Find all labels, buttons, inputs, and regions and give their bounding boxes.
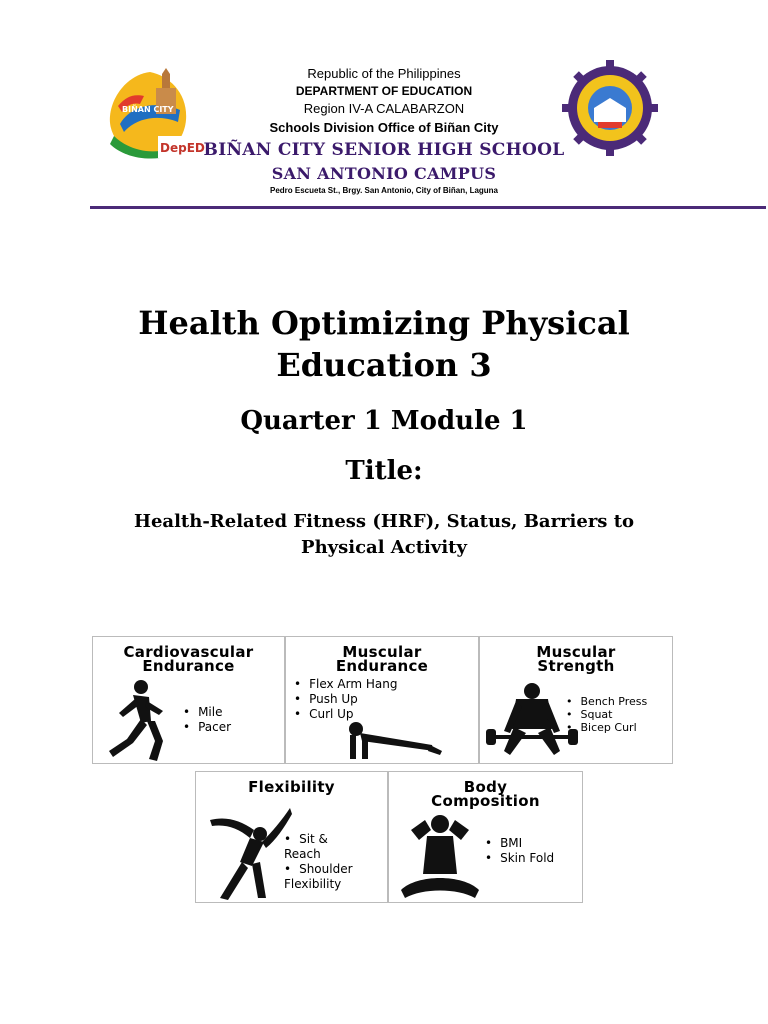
title-label: Title: [345, 456, 423, 486]
module-topic [0, 509, 768, 561]
panel-heading-line2: Strength [537, 657, 615, 675]
list-item: • Mile [183, 705, 231, 720]
module-topic-line1: Health-Related Fitness (HRF), Status, Barriers to [133, 511, 635, 532]
school-name: BIÑAN CITY SENIOR HIGH SCHOOL [203, 140, 565, 160]
panel-cardiovascular-endurance [92, 636, 285, 764]
deped-logo-text: DepED [160, 141, 205, 155]
panel-heading-line1: Cardiovascular [123, 643, 254, 661]
division-line: Schools Division Office of Biñan City [269, 120, 499, 135]
panel-heading-line1: Flexibility [248, 778, 335, 796]
school-address: Pedro Escueta St., Brgy. San Antonio, City of Biñan, Laguna [269, 186, 499, 195]
quarter-module: Quarter 1 Module 1 [240, 406, 528, 436]
panel-heading-line1: Muscular [536, 643, 616, 661]
list-item: • Skin Fold [485, 851, 554, 866]
runner-icon [97, 679, 177, 763]
panel-flexibility [195, 771, 388, 903]
list-item: • Shoulder Flexibility [284, 862, 364, 892]
panel-heading-line2: Endurance [335, 657, 429, 675]
school-seal-text: Biñan City Senior High School San Antonio Campus [610, 106, 634, 107]
panel-muscular-endurance [285, 636, 479, 764]
list-item: • Bench Press [566, 695, 647, 708]
region-line: Region IV-A CALABARZON [303, 101, 465, 116]
subject-title-line2: Education 3 [276, 346, 492, 384]
pushup-icon [336, 719, 446, 761]
panel-heading-line1: Body [463, 778, 508, 796]
biñan-city-logo-text: BIÑAN CITY [122, 105, 174, 114]
panel-heading-line2: Endurance [142, 657, 235, 675]
panel-muscular-strength [479, 636, 673, 764]
module-topic-line2: Physical Activity [301, 537, 467, 558]
list-item: • BMI [485, 836, 554, 851]
list-item: • Flex Arm Hang [294, 677, 397, 692]
department-line: DEPARTMENT OF EDUCATION [295, 84, 473, 98]
list-item: • Push Up [294, 692, 397, 707]
seated-figure-icon [397, 810, 483, 902]
list-item: • Sit & Reach [284, 832, 364, 862]
list-item: • Squat [566, 708, 647, 721]
panel-heading-line2: Composition [431, 792, 540, 810]
subject-title-line1: Health Optimizing Physical [138, 304, 630, 342]
weightlifter-icon [486, 681, 578, 763]
list-item: • Pacer [183, 720, 231, 735]
stretch-icon [200, 802, 292, 902]
header-divider [90, 206, 766, 209]
subject-title [0, 302, 768, 386]
panel-body-composition [388, 771, 583, 903]
list-item: • Curl Up [294, 707, 397, 722]
panel-heading-line1: Muscular [342, 643, 422, 661]
campus-name: SAN ANTONIO CAMPUS [271, 164, 497, 183]
list-item: • Bicep Curl [566, 721, 647, 734]
republic-line: Republic of the Philippines [307, 66, 461, 81]
